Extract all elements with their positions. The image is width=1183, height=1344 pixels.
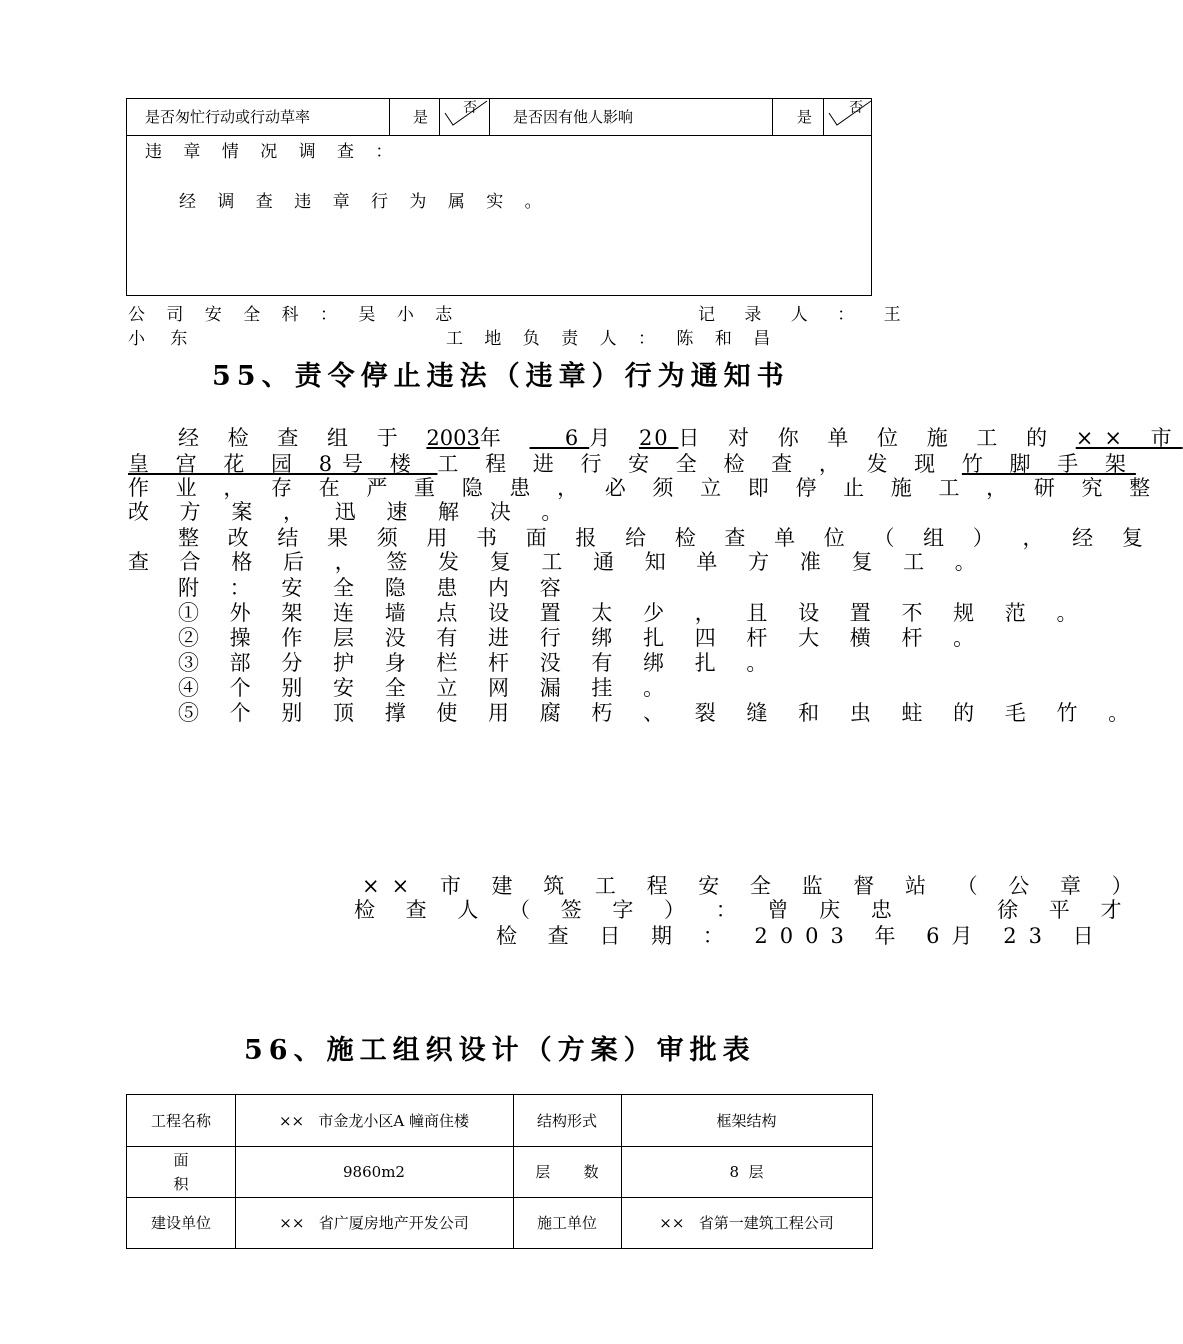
notice-line-6: 查 合 格 后 ， 签 发 复 工 通 知 单 方 准 复 工 。 — [128, 550, 988, 574]
site-manager-signature: 工 地 负 责 人 ： 陈 和 昌 — [446, 329, 779, 349]
recorder-signature: 记 录 人 ： 王 — [698, 305, 913, 325]
question-others-influence: 是否因有他人影响 — [513, 108, 634, 126]
table-row — [127, 1095, 872, 1146]
contractor-label: 施工单位 — [536, 1214, 597, 1232]
q2-yes-option: 是 — [797, 108, 813, 126]
attachment-label: 附 ： 安 全 隐 患 内 容 — [178, 576, 573, 600]
issuing-authority: ×× 市 建 筑 工 程 安 全 监 督 站 （ 公 章 ） — [362, 874, 1145, 898]
recorder-signature-cont: 小 东 — [128, 329, 198, 349]
q1-yes-option: 是 — [413, 108, 429, 126]
inspection-row-questions — [127, 99, 871, 136]
inspection-month: 6 — [529, 426, 590, 450]
safety-dept-signature: 公 司 安 全 科 ： 吴 小 志 — [128, 305, 461, 325]
notice-line-3: 作 业 ， 存 在 严 重 隐 患 ， 必 须 立 即 停 止 施 工 ， 研 究 整 — [128, 476, 1161, 500]
inspection-date: 检 查 日 期 ： 2003 年 6月 23 日 — [496, 924, 1106, 948]
hazard-item: ③ 部 分 护 身 栏 杆 没 有 绑 扎 。 — [178, 651, 780, 675]
hazard-item: ② 操 作 层 没 有 进 行 绑 扎 四 杆 大 横 杆 。 — [178, 626, 987, 650]
hazard-item: ④ 个 别 安 全 立 网 漏 挂 。 — [178, 676, 677, 700]
floors-value: 8 层 — [729, 1163, 764, 1181]
question-hasty-action: 是否匆忙行动或行动草率 — [145, 108, 311, 126]
inspection-day: 20 — [638, 426, 679, 450]
contractor-value: ×× 省第一建筑工程公司 — [659, 1214, 834, 1232]
notice-line-1: 经 检 查 组 于 2003年 6月 20 日 对 你 单 位 施 工 的 ×× 市 — [178, 426, 1183, 450]
project-name-label: 工程名称 — [150, 1112, 211, 1130]
investigation-label: 违 章 情 况 调 查 ： — [145, 142, 401, 162]
structure-type-value: 框架结构 — [716, 1112, 777, 1130]
project-name-part-2: 皇 宫 花 园 8号 楼 — [128, 452, 438, 476]
approval-title: 56、施工组织设计（方案）审批表 — [244, 1035, 756, 1066]
hazard-item: ① 外 架 连 墙 点 设 置 太 少 ， 且 设 置 不 规 范 。 — [178, 601, 1090, 625]
area-value: 9860m2 — [343, 1162, 405, 1181]
floors-label: 层 数 — [535, 1163, 599, 1181]
hazard-item: ⑤ 个 别 顶 撑 使 用 腐 朽 、 裂 缝 和 虫 蛀 的 毛 竹 。 — [178, 701, 1142, 725]
notice-title: 55、责令停止违法（违章）行为通知书 — [212, 361, 790, 392]
notice-line-5: 整 改 结 果 须 用 书 面 报 给 检 查 单 位 （ 组 ） ， 经 复 — [178, 526, 1154, 550]
q1-no-option: 否 — [463, 100, 477, 116]
inspector-signatures: 检 查 人 （ 签 字 ） ： 曾 庆 忠 徐 平 才 — [354, 898, 1134, 922]
area-label: 面 积 — [173, 1150, 189, 1193]
table-row — [127, 1146, 872, 1197]
developer-value: ×× 省广厦房地产开发公司 — [279, 1214, 469, 1232]
hazard-type: 竹 脚 手 架 — [961, 452, 1136, 476]
investigation-result: 经 调 查 违 章 行 为 属 实 。 — [179, 192, 550, 212]
notice-line-4: 改 方 案 ， 迅 速 解 决 。 — [128, 500, 575, 524]
inspection-year: 2003 — [426, 426, 480, 450]
project-name-part-1: ×× 市 — [1075, 426, 1183, 450]
q2-no-option: 否 — [849, 100, 863, 116]
table-row — [127, 1197, 872, 1248]
inspection-table — [126, 98, 872, 296]
structure-type-label: 结构形式 — [536, 1112, 597, 1130]
developer-label: 建设单位 — [150, 1214, 211, 1232]
approval-table — [126, 1094, 873, 1249]
project-name-value: ×× 市金龙小区A 幢商住楼 — [278, 1112, 470, 1130]
notice-line-2: 皇 宫 花 园 8号 楼 工 程 进 行 安 全 检 查 ， 发 现 竹 脚 手 架 — [128, 452, 1136, 476]
